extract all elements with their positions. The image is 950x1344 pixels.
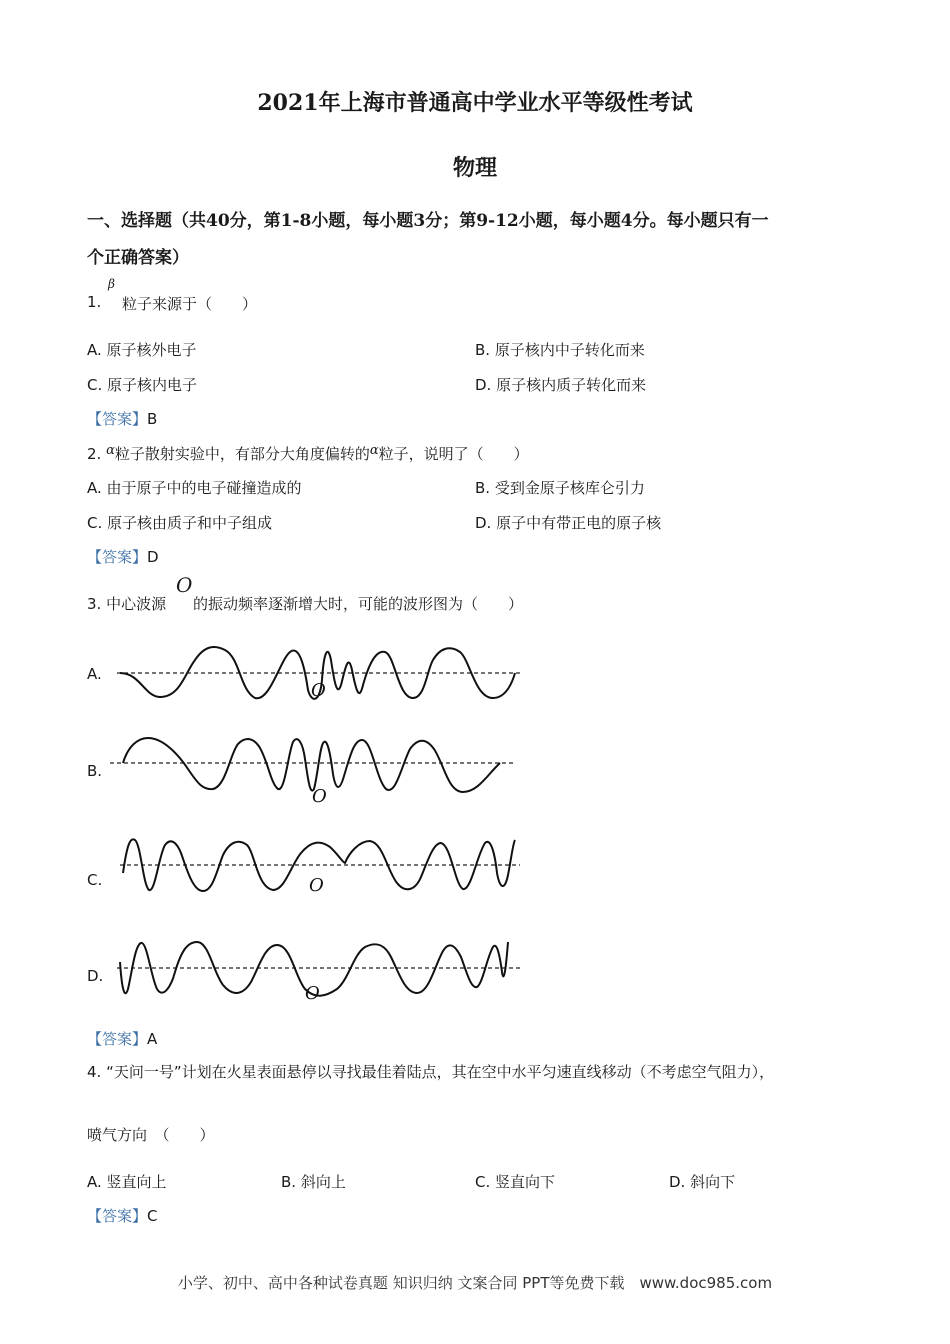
q3-answer [87,1028,157,1049]
q1-answer-label: 【答案】 [87,410,148,428]
q2-answer-label: 【答案】 [87,548,148,566]
q4-option-a: A. 竖直向上 [87,1173,167,1191]
q4-stem-line1: 4. “天问一号”计划在火星表面悬停以寻找最佳着陆点，其在空中水平匀速直线移动（不考虑空气阻力）， [87,1063,775,1081]
q4-option-c: C. 竖直向下 [475,1173,556,1191]
q3-stem: 的振动频率逐渐增大时，可能的波形图为（ ） [193,595,524,613]
section-heading-line2: 个正确答案） [87,248,189,268]
q1-number: 1. [87,293,102,311]
q4-answer-label: 【答案】 [87,1207,148,1225]
q2-stem-part2: 粒子，说明了（ ） [378,445,529,463]
q1-answer [87,408,157,429]
subject-title: 物理 [452,155,497,181]
wave-c-o-label: O [309,875,324,896]
q4-option-b: B. 斜向上 [281,1173,346,1191]
q1-option-b: B. 原子核内中子转化而来 [475,341,645,359]
q3-option-d: D. [87,967,104,985]
q4-option-d: D. 斜向下 [669,1173,736,1191]
q3-wave-c [115,835,535,900]
wave-a-o-label: O [311,680,326,701]
page-title: 2021年上海市普通高中学业水平等级性考试 [257,90,693,116]
q4-answer [87,1205,158,1226]
q3-option-a: A. [87,665,102,683]
q3-option-b: B. [87,762,103,780]
q3-o-symbol: O [176,573,193,597]
q3-wave-a [115,640,525,710]
page-footer: 小学、初中、高中各种试卷真题 知识归纳 文案合同 PPT等免费下载 www.doc985.com [177,1274,773,1292]
q3-wave-d [115,937,535,1007]
q4-answer-value: C [147,1207,158,1225]
q3-stem-lead: 3. 中心波源 [87,595,167,613]
q2-option-b: B. 受到金原子核库仑引力 [475,479,645,497]
wave-b-curve [123,738,500,792]
q1-option-c: C. 原子核内电子 [87,376,198,394]
q2-answer-value: D [147,548,159,566]
q3-option-c: C. [87,871,103,889]
wave-b-o-label: O [312,786,327,807]
q2-number: 2. [87,445,102,463]
q2-answer [87,546,159,567]
section-heading-line1: 一、选择题（共40分，第1-8小题，每小题3分；第9-12小题，每小题4分。每小题只有一 [87,211,769,231]
q2-option-d: D. 原子中有带正电的原子核 [475,514,662,532]
q1-answer-value: B [147,410,158,428]
q2-stem [87,443,529,464]
q1-option-d: D. 原子核内质子转化而来 [475,376,647,394]
q3-answer-value: A [147,1030,158,1048]
q2-option-a: A. 由于原子中的电子碰撞造成的 [87,479,302,497]
q2-option-c: C. 原子核由质子和中子组成 [87,514,273,532]
q2-alpha-symbol: α [106,443,115,458]
q3-answer-label: 【答案】 [87,1030,148,1048]
q2-alpha-symbol-2: α [369,443,379,458]
q3-wave-b [108,734,528,809]
q4-stem-line2: 喷气方向 （ ） [87,1126,215,1144]
q1-beta-symbol: β [108,277,115,291]
q1-option-a: A. 原子核外电子 [87,341,197,359]
q2-stem-part1: 粒子散射实验中，有部分大角度偏转的 [114,445,370,463]
wave-d-o-label: O [305,983,320,1004]
q1-stem: 粒子来源于（ ） [122,295,258,313]
